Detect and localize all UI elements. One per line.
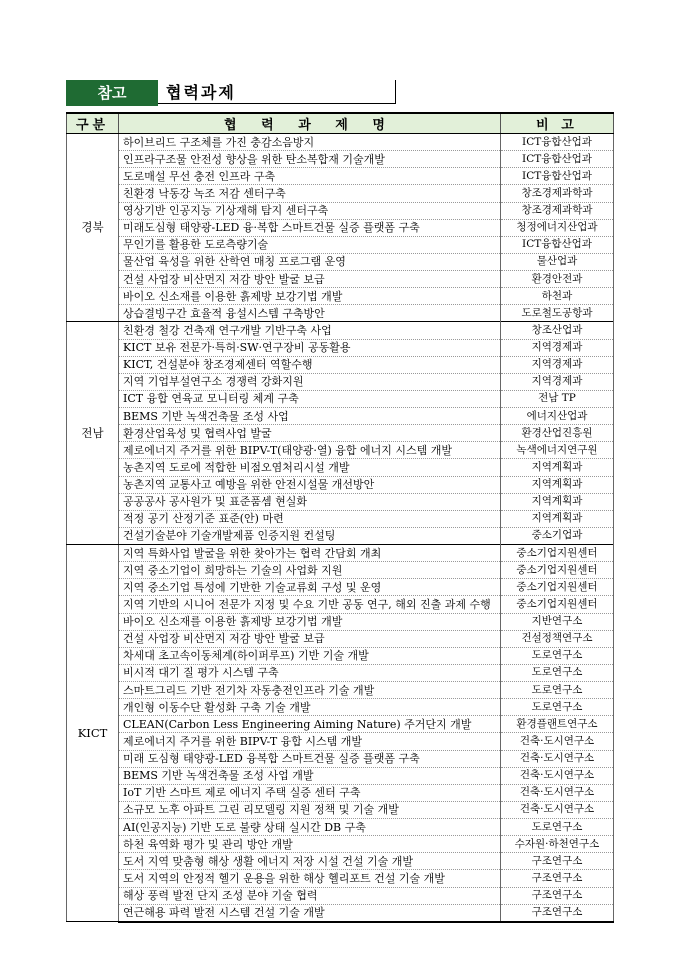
remarks-text: 지역경제과 bbox=[531, 358, 583, 371]
task-name-text: 도로매설 무선 충전 인프라 구축 bbox=[123, 169, 276, 183]
table-row bbox=[67, 664, 614, 681]
cooperation-tasks-table bbox=[66, 112, 614, 923]
table-row bbox=[67, 870, 614, 887]
task-name-cell bbox=[119, 339, 501, 356]
table-row bbox=[67, 271, 614, 288]
table-row bbox=[67, 699, 614, 716]
task-name-text: 환경산업육성 및 협력사업 발굴 bbox=[123, 426, 272, 440]
task-name-text: 지역 기반의 시니어 전문가 지정 및 수요 기반 공동 연구, 해외 진출 과제 수행 bbox=[123, 597, 491, 611]
table-row bbox=[67, 579, 614, 596]
remarks-text: 물산업과 bbox=[536, 255, 578, 268]
task-name-cell bbox=[119, 134, 501, 151]
remarks-cell bbox=[501, 716, 614, 733]
remarks-text: 지역경제과 bbox=[531, 375, 583, 388]
table-row bbox=[67, 562, 614, 579]
table-row bbox=[67, 305, 614, 322]
task-name-text: 인프라구조물 안전성 향상을 위한 탄소복합재 기술개발 bbox=[123, 152, 385, 166]
remarks-cell bbox=[501, 545, 614, 562]
remarks-text: 에너지산업과 bbox=[526, 409, 588, 422]
remarks-cell bbox=[501, 630, 614, 647]
table-row bbox=[67, 613, 614, 630]
task-name-cell bbox=[119, 322, 501, 339]
task-name-text: 스마트그리드 기반 전기차 자동충전인프라 기술 개발 bbox=[123, 683, 375, 697]
remarks-text: ICT융합산업과 bbox=[522, 169, 592, 182]
task-name-cell bbox=[119, 596, 501, 613]
task-name-text: 소규모 노후 아파트 그린 리모델링 지원 정책 및 기술 개발 bbox=[123, 803, 399, 817]
task-name-cell bbox=[119, 476, 501, 493]
task-name-text: 제로에너지 주거를 위한 BIPV-T(태양광·열) 융합 에너지 시스템 개발 bbox=[123, 443, 453, 457]
remarks-cell bbox=[501, 647, 614, 664]
table-row bbox=[67, 390, 614, 407]
table-row bbox=[67, 510, 614, 527]
task-name-text: KICT 보유 전문가·특허·SW·연구장비 공동활용 bbox=[123, 341, 351, 355]
table-row bbox=[67, 733, 614, 750]
task-name-text: 지역 중소기업이 희망하는 기술의 사업화 지원 bbox=[123, 563, 343, 577]
task-name-cell bbox=[119, 219, 501, 236]
task-name-cell bbox=[119, 390, 501, 407]
task-name-text: 친환경 철강 건축재 연구개발 기반구축 사업 bbox=[123, 323, 332, 337]
task-name-cell bbox=[119, 305, 501, 322]
remarks-cell bbox=[501, 168, 614, 185]
task-name-text: 물산업 육성을 위한 산학연 매칭 프로그램 운영 bbox=[123, 255, 346, 269]
remarks-text: 구조연구소 bbox=[531, 854, 583, 867]
section-header bbox=[66, 80, 398, 106]
remarks-text: 구조연구소 bbox=[531, 889, 583, 902]
remarks-cell bbox=[501, 613, 614, 630]
task-name-text: 지역 기업부설연구소 경쟁력 강화지원 bbox=[123, 375, 304, 389]
table-row bbox=[67, 647, 614, 664]
task-name-text: 바이오 신소재를 이용한 흙제방 보강기법 개발 bbox=[123, 615, 343, 629]
task-name-cell bbox=[119, 185, 501, 202]
remarks-text: 건축·도시연구소 bbox=[519, 786, 595, 799]
task-name-cell bbox=[119, 545, 501, 562]
remarks-cell bbox=[501, 202, 614, 219]
task-name-cell bbox=[119, 442, 501, 459]
task-name-cell bbox=[119, 647, 501, 664]
task-name-text: IoT 기반 스마트 제로 에너지 주택 실증 센터 구축 bbox=[123, 786, 361, 800]
remarks-cell bbox=[501, 784, 614, 801]
task-name-cell bbox=[119, 904, 501, 922]
table-row bbox=[67, 219, 614, 236]
task-name-text: 지역 중소기업 특성에 기반한 기술교류회 구성 및 운영 bbox=[123, 580, 382, 594]
table-body bbox=[67, 134, 614, 922]
table-row bbox=[67, 408, 614, 425]
task-name-cell bbox=[119, 853, 501, 870]
table-row bbox=[67, 853, 614, 870]
table-row bbox=[67, 545, 614, 562]
table-row bbox=[67, 425, 614, 442]
remarks-text: 환경플랜트연구소 bbox=[516, 717, 598, 730]
remarks-text: 창조경제과학과 bbox=[521, 186, 593, 199]
remarks-cell bbox=[501, 870, 614, 887]
remarks-cell bbox=[501, 219, 614, 236]
remarks-cell bbox=[501, 271, 614, 288]
table-row bbox=[67, 596, 614, 613]
remarks-text: 환경산업진흥원 bbox=[521, 426, 593, 439]
table-row bbox=[67, 801, 614, 818]
remarks-cell bbox=[501, 476, 614, 493]
table-row bbox=[67, 476, 614, 493]
table-row bbox=[67, 134, 614, 151]
table-row bbox=[67, 185, 614, 202]
remarks-cell bbox=[501, 134, 614, 151]
section-title: 협력과제 bbox=[158, 80, 396, 104]
remarks-cell bbox=[501, 253, 614, 270]
remarks-text: 지역경제과 bbox=[531, 341, 583, 354]
remarks-cell bbox=[501, 682, 614, 699]
table-row bbox=[67, 236, 614, 253]
remarks-text: 중소기업지원센터 bbox=[516, 563, 598, 576]
remarks-cell bbox=[501, 425, 614, 442]
remarks-cell bbox=[501, 322, 614, 339]
task-name-text: BEMS 기반 녹색건축물 조성 사업 개발 bbox=[123, 769, 314, 783]
table-row bbox=[67, 151, 614, 168]
remarks-cell bbox=[501, 236, 614, 253]
remarks-text: 구조연구소 bbox=[531, 871, 583, 884]
remarks-text: 중소기업지원센터 bbox=[516, 580, 598, 593]
column-header-task-name: 협 력 과 제 명 bbox=[119, 113, 501, 134]
remarks-cell bbox=[501, 288, 614, 305]
remarks-cell bbox=[501, 373, 614, 390]
remarks-text: 건축·도시연구소 bbox=[519, 734, 595, 747]
task-name-text: 상습결빙구간 효율적 융설시스템 구축방안 bbox=[123, 306, 325, 320]
task-name-text: 농촌지역 교통사고 예방을 위한 안전시설물 개선방안 bbox=[123, 478, 375, 492]
remarks-text: 하천과 bbox=[541, 289, 573, 302]
task-name-cell bbox=[119, 819, 501, 836]
remarks-cell bbox=[501, 801, 614, 818]
task-name-text: 해상 풍력 발전 단지 조성 분야 기술 협력 bbox=[123, 889, 318, 903]
remarks-cell bbox=[501, 836, 614, 853]
task-name-text: ICT 융합 연육교 모니터링 체계 구축 bbox=[123, 392, 299, 406]
table-row bbox=[67, 716, 614, 733]
task-name-cell bbox=[119, 613, 501, 630]
remarks-cell bbox=[501, 339, 614, 356]
task-name-cell bbox=[119, 151, 501, 168]
task-name-cell bbox=[119, 699, 501, 716]
remarks-cell bbox=[501, 459, 614, 476]
task-name-text: 공공공사 공사원가 및 표준품셈 현실화 bbox=[123, 495, 308, 509]
remarks-text: 녹색에너지연구원 bbox=[516, 443, 598, 456]
task-name-text: 비시적 대기 질 평가 시스템 구축 bbox=[123, 666, 279, 680]
task-name-text: 하이브리드 구조체를 가진 충감소음방지 bbox=[123, 135, 315, 149]
task-name-cell bbox=[119, 373, 501, 390]
remarks-text: 도로연구소 bbox=[531, 700, 583, 713]
remarks-cell bbox=[501, 819, 614, 836]
task-name-text: 연근해용 파력 발전 시스템 건설 기술 개발 bbox=[123, 906, 325, 920]
task-name-text: 미래도심형 태양광-LED 융·복합 스마트건물 실증 플랫폼 구축 bbox=[123, 221, 420, 235]
remarks-text: 도로연구소 bbox=[531, 820, 583, 833]
remarks-cell bbox=[501, 562, 614, 579]
remarks-cell bbox=[501, 664, 614, 681]
remarks-cell bbox=[501, 699, 614, 716]
task-name-text: 무인기를 활용한 도로측량기술 bbox=[123, 238, 269, 252]
column-header-category: 구분 bbox=[67, 113, 119, 134]
remarks-text: 창조산업과 bbox=[531, 323, 583, 336]
table-row bbox=[67, 356, 614, 373]
remarks-cell bbox=[501, 853, 614, 870]
task-name-cell bbox=[119, 682, 501, 699]
remarks-text: 지역계획과 bbox=[531, 478, 583, 491]
remarks-text: 도로연구소 bbox=[531, 683, 583, 696]
remarks-cell bbox=[501, 596, 614, 613]
task-name-cell bbox=[119, 716, 501, 733]
task-name-cell bbox=[119, 836, 501, 853]
task-name-text: 지역 특화사업 발굴을 위한 찾아가는 협력 간담회 개최 bbox=[123, 546, 382, 560]
task-name-text: 도서 지역의 안정적 헬기 운용을 위한 해상 헬리포트 건설 기술 개발 bbox=[123, 871, 445, 885]
remarks-text: ICT융합산업과 bbox=[522, 135, 592, 148]
remarks-text: 지역계획과 bbox=[531, 460, 583, 473]
table-row bbox=[67, 630, 614, 647]
task-name-cell bbox=[119, 236, 501, 253]
table-row bbox=[67, 784, 614, 801]
remarks-text: 창조경제과학과 bbox=[521, 204, 593, 217]
remarks-cell bbox=[501, 151, 614, 168]
remarks-cell bbox=[501, 305, 614, 322]
remarks-cell bbox=[501, 767, 614, 784]
remarks-text: 도로철도공항과 bbox=[521, 306, 593, 319]
remarks-cell bbox=[501, 442, 614, 459]
table-row bbox=[67, 887, 614, 904]
table-row bbox=[67, 288, 614, 305]
remarks-text: 건설정책연구소 bbox=[521, 632, 593, 645]
remarks-cell bbox=[501, 390, 614, 407]
task-name-text: 농촌지역 도로에 적합한 비점오염처리시설 개발 bbox=[123, 460, 350, 474]
task-name-text: 친환경 낙동강 녹조 저감 센터구축 bbox=[123, 186, 286, 200]
remarks-text: ICT융합산업과 bbox=[522, 152, 592, 165]
task-name-text: 제로에너지 주거를 위한 BIPV-T 융합 시스템 개발 bbox=[123, 734, 363, 748]
region-cell: KICT bbox=[67, 545, 119, 922]
task-name-text: 건설기술분야 기술개발제품 인증지원 컨설팅 bbox=[123, 529, 336, 543]
task-name-text: 차세대 초고속이동체계(하이퍼루프) 기반 기술 개발 bbox=[123, 649, 369, 663]
task-name-cell bbox=[119, 562, 501, 579]
task-name-cell bbox=[119, 870, 501, 887]
remarks-cell bbox=[501, 887, 614, 904]
task-name-cell bbox=[119, 408, 501, 425]
task-name-cell bbox=[119, 425, 501, 442]
task-name-text: 적정 공기 산정기준 표준(안) 마련 bbox=[123, 512, 284, 526]
remarks-cell bbox=[501, 408, 614, 425]
remarks-text: 전남 TP bbox=[538, 392, 576, 405]
table-row bbox=[67, 253, 614, 270]
table-row bbox=[67, 767, 614, 784]
reference-tag: 참고 bbox=[66, 80, 158, 106]
remarks-text: 중소기업지원센터 bbox=[516, 546, 598, 559]
table-row bbox=[67, 904, 614, 922]
task-name-cell bbox=[119, 630, 501, 647]
remarks-text: 도로연구소 bbox=[531, 666, 583, 679]
task-name-cell bbox=[119, 288, 501, 305]
region-cell: 전남 bbox=[67, 322, 119, 545]
task-name-text: 바이오 신소재를 이용한 흙제방 보강기법 개발 bbox=[123, 289, 343, 303]
task-name-cell bbox=[119, 801, 501, 818]
task-name-cell bbox=[119, 168, 501, 185]
task-name-cell bbox=[119, 459, 501, 476]
task-name-cell bbox=[119, 664, 501, 681]
table-row bbox=[67, 339, 614, 356]
task-name-text: 건설 사업장 비산먼지 저감 방안 발굴 보급 bbox=[123, 272, 325, 286]
task-name-text: KICT, 건설분야 창조경제센터 역할수행 bbox=[123, 358, 313, 372]
task-name-text: 미래 도심형 태양광-LED 융복합 스마트건물 실증 플랫폼 구축 bbox=[123, 752, 420, 766]
task-name-cell bbox=[119, 271, 501, 288]
remarks-text: 환경안전과 bbox=[531, 272, 583, 285]
remarks-text: 구조연구소 bbox=[531, 906, 583, 919]
task-name-cell bbox=[119, 733, 501, 750]
table-row bbox=[67, 442, 614, 459]
remarks-text: 도로연구소 bbox=[531, 649, 583, 662]
remarks-text: 청정에너지산업과 bbox=[516, 221, 598, 234]
task-name-cell bbox=[119, 527, 501, 544]
table-row bbox=[67, 459, 614, 476]
task-name-text: 하천 육역화 평가 및 관리 방안 개발 bbox=[123, 837, 293, 851]
task-name-cell bbox=[119, 493, 501, 510]
remarks-cell bbox=[501, 904, 614, 922]
table-row bbox=[67, 373, 614, 390]
table-row bbox=[67, 750, 614, 767]
remarks-cell bbox=[501, 510, 614, 527]
remarks-cell bbox=[501, 493, 614, 510]
remarks-text: 건축·도시연구소 bbox=[519, 769, 595, 782]
remarks-text: 중소기업지원센터 bbox=[516, 597, 598, 610]
region-cell: 경북 bbox=[67, 134, 119, 322]
table-row bbox=[67, 493, 614, 510]
task-name-text: AI(인공지능) 기반 도로 불량 상태 실시간 DB 구축 bbox=[123, 820, 366, 834]
table-row bbox=[67, 527, 614, 544]
remarks-cell bbox=[501, 579, 614, 596]
task-name-text: BEMS 기반 녹색건축물 조성 사업 bbox=[123, 409, 289, 423]
remarks-text: 중소기업과 bbox=[531, 529, 583, 542]
task-name-text: 개인형 이동수단 활성화 구축 기술 개발 bbox=[123, 700, 311, 714]
remarks-text: 건축·도시연구소 bbox=[519, 752, 595, 765]
task-name-cell bbox=[119, 784, 501, 801]
column-header-remarks: 비 고 bbox=[501, 113, 614, 134]
remarks-text: 지역계획과 bbox=[531, 495, 583, 508]
table-row bbox=[67, 322, 614, 339]
remarks-text: 수자원·하천연구소 bbox=[514, 837, 600, 850]
task-name-cell bbox=[119, 510, 501, 527]
remarks-text: 지역계획과 bbox=[531, 512, 583, 525]
remarks-cell bbox=[501, 733, 614, 750]
remarks-cell bbox=[501, 356, 614, 373]
table-row bbox=[67, 202, 614, 219]
task-name-cell bbox=[119, 887, 501, 904]
task-name-cell bbox=[119, 767, 501, 784]
task-name-cell bbox=[119, 750, 501, 767]
task-name-cell bbox=[119, 579, 501, 596]
remarks-text: 지반연구소 bbox=[531, 615, 583, 628]
task-name-text: CLEAN(Carbon Less Engineering Aiming Nature) 주거단지 개발 bbox=[123, 717, 472, 731]
remarks-cell bbox=[501, 185, 614, 202]
remarks-text: ICT융합산업과 bbox=[522, 238, 592, 251]
task-name-text: 영상기반 인공지능 기상재해 탐지 센터구축 bbox=[123, 204, 329, 218]
table-row bbox=[67, 836, 614, 853]
remarks-cell bbox=[501, 750, 614, 767]
table-header-row bbox=[67, 113, 614, 134]
table-row bbox=[67, 168, 614, 185]
remarks-text: 건축·도시연구소 bbox=[519, 803, 595, 816]
task-name-cell bbox=[119, 356, 501, 373]
remarks-cell bbox=[501, 527, 614, 544]
task-name-cell bbox=[119, 253, 501, 270]
table-row bbox=[67, 819, 614, 836]
table-row bbox=[67, 682, 614, 699]
task-name-text: 건설 사업장 비산먼지 저감 방안 발굴 보급 bbox=[123, 632, 325, 646]
task-name-cell bbox=[119, 202, 501, 219]
task-name-text: 도서 지역 맞춤형 해상 생활 에너지 저장 시설 건설 기술 개발 bbox=[123, 854, 413, 868]
